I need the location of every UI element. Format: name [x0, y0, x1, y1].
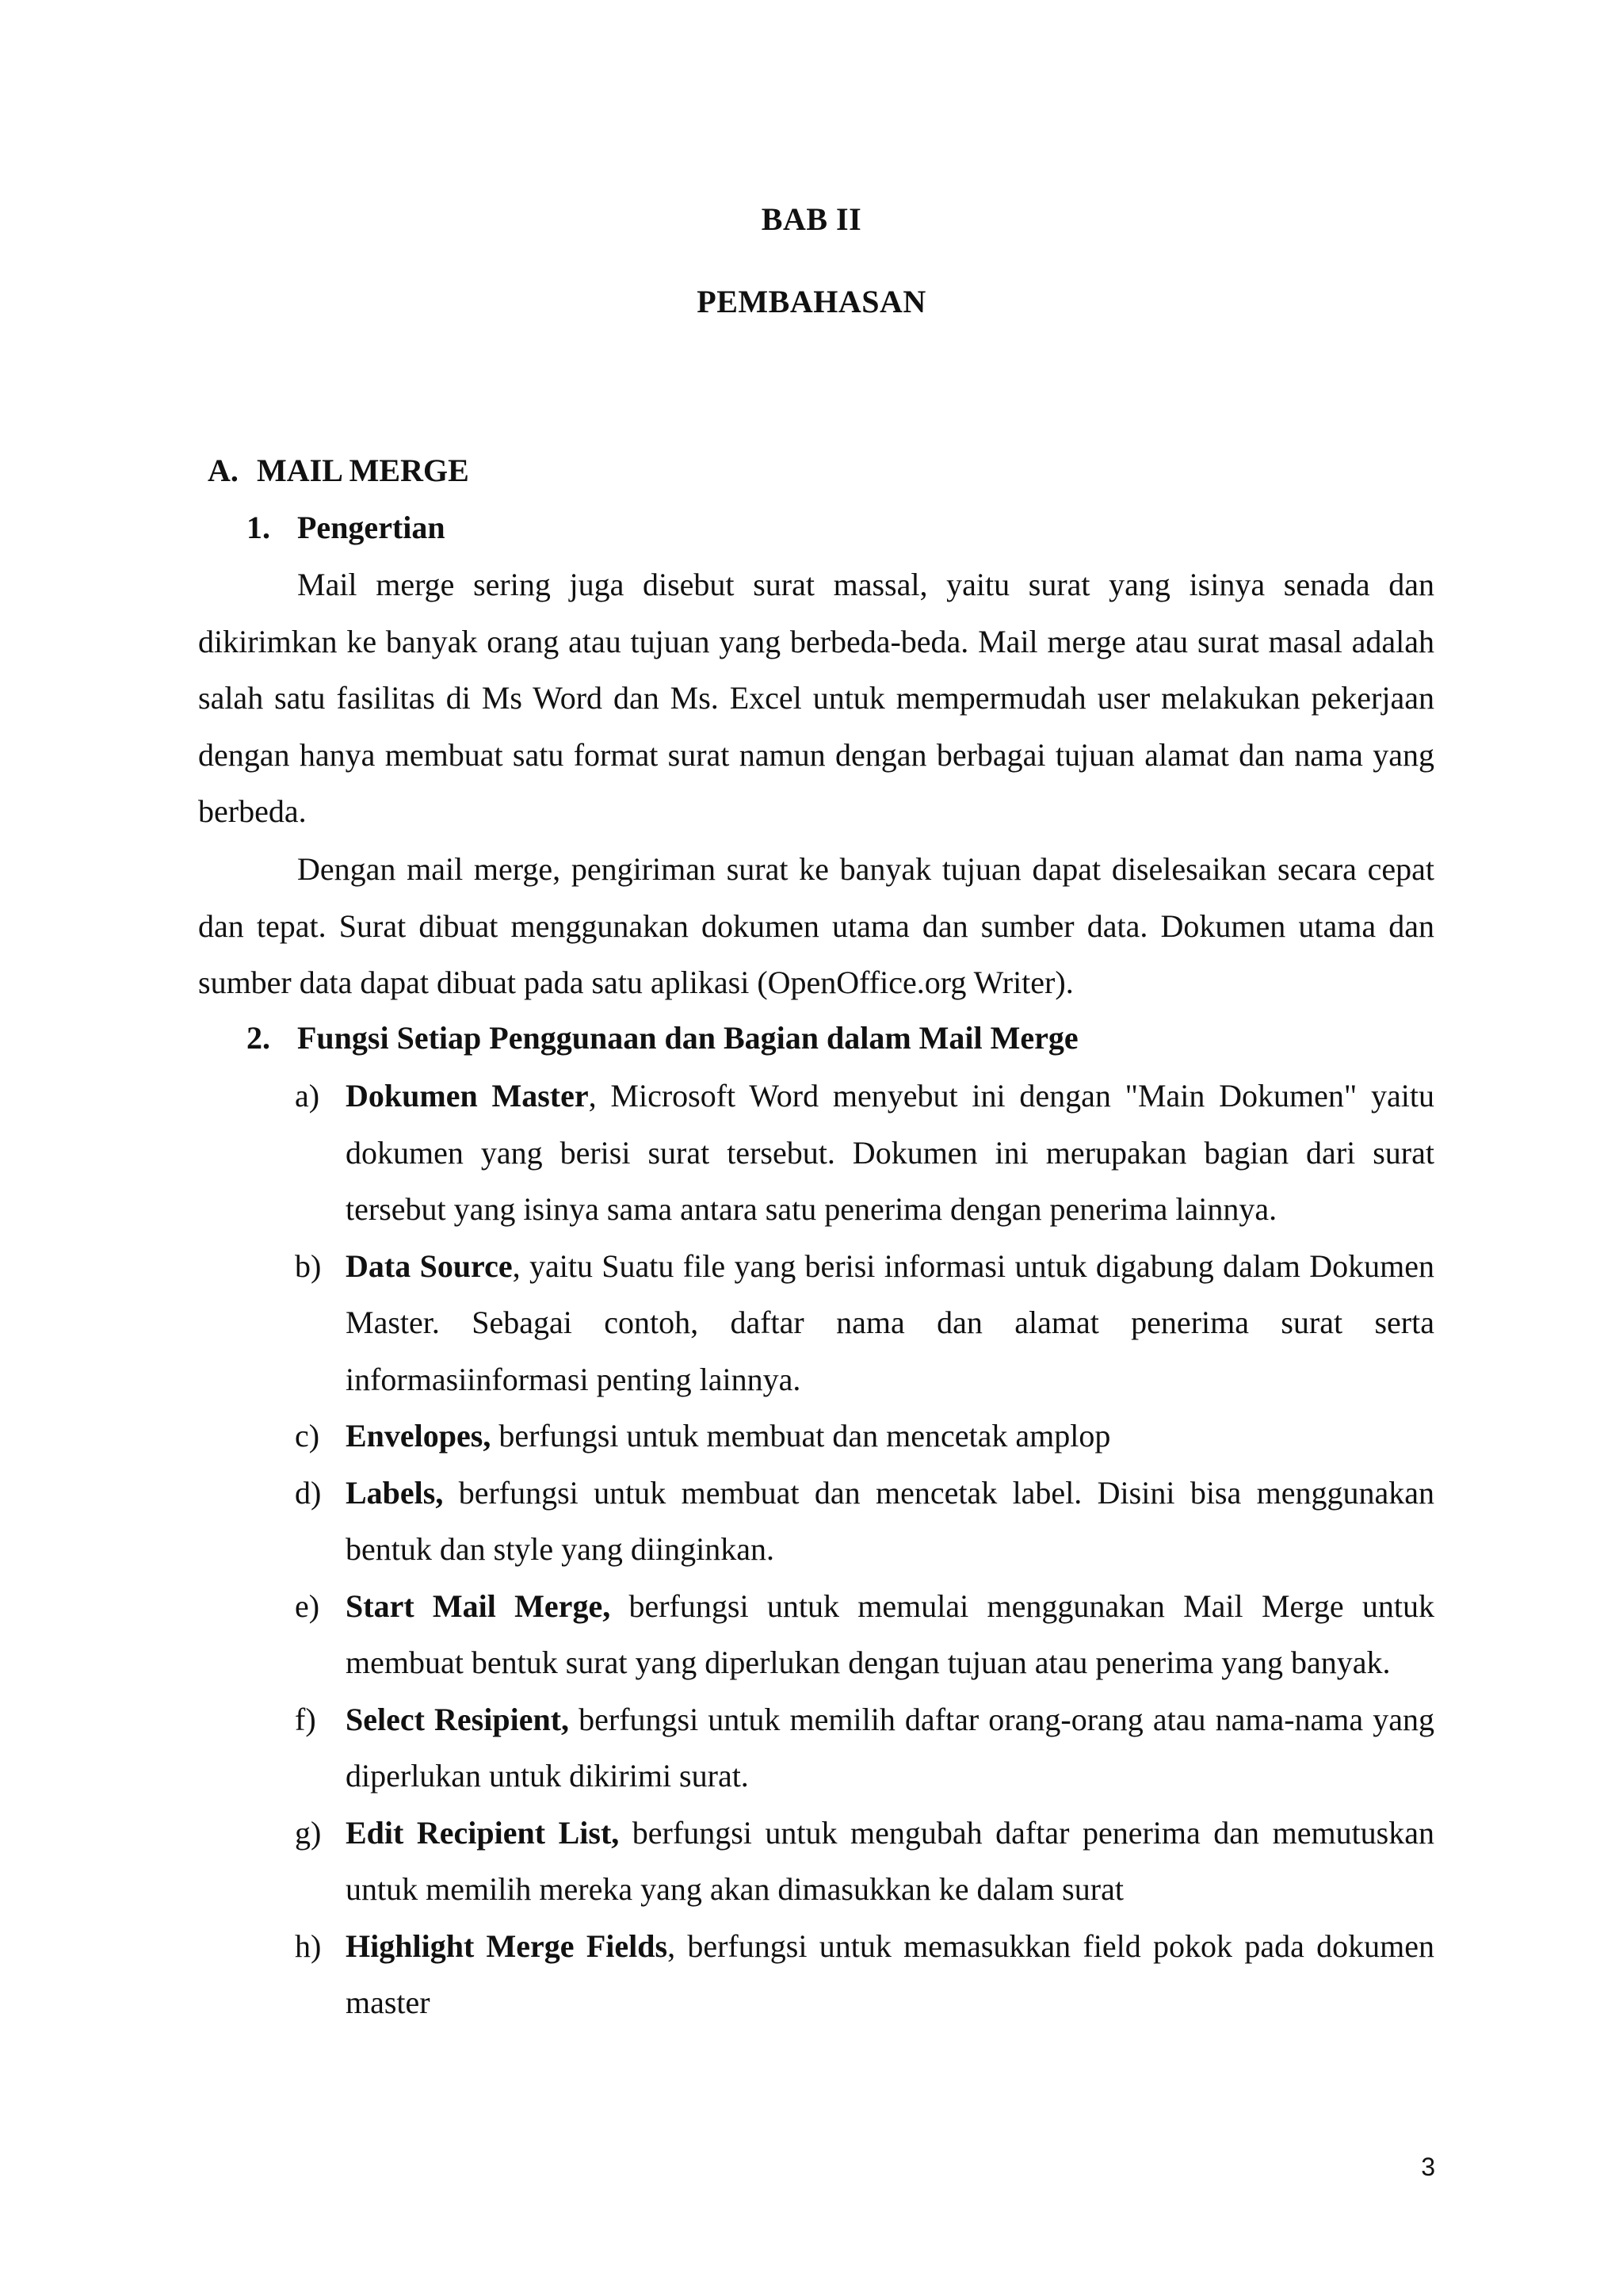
list-item-text: , Microsoft Word menyebut ini dengan "Main Dokumen" yaitu dokumen yang berisi surat tersebut. Dokumen ini merupakan bagian dari surat tersebut yang isinya sama antara satu penerima dengan penerima lainnya. [346, 1078, 1434, 1227]
list-item-letter: e) [295, 1587, 320, 1624]
section-heading [208, 452, 469, 490]
section-marker: A. [208, 453, 239, 488]
list-item-text: berfungsi untuk memulai menggunakan Mail Merge untuk membuat bentuk surat yang diperlukan dengan tujuan atau penerima yang banyak. [346, 1587, 1435, 1680]
list-item-text: , yaitu Suatu file yang berisi informasi untuk digabung dalam Dokumen Master. Sebagai contoh, daftar nama dan alamat penerima surat serta informasiinformasi penting lainnya. [346, 1247, 1434, 1397]
list-item-letter: c) [295, 1418, 320, 1454]
chapter-title: PEMBAHASAN [697, 284, 926, 319]
list-item [295, 1918, 1434, 2031]
subsection-heading-pengertian [246, 509, 445, 547]
list-item-text: , berfungsi untuk memasukkan field pokok pada dokumen master [346, 1927, 1434, 2020]
subsection-title: Pengertian [297, 510, 445, 545]
list-item-text: berfungsi untuk membuat dan mencetak amplop [491, 1418, 1111, 1454]
page-number: 3 [1421, 2153, 1435, 2181]
chapter-number: BAB II [761, 201, 862, 237]
paragraph: Dengan mail merge, pengiriman surat ke banyak tujuan dapat diselesaikan secara cepat dan tepat. Surat dibuat menggunakan dokumen utama dan sumber data. Dokumen utama dan sumber data dapat dibuat pada satu aplikasi (OpenOffice.org Writer). [198, 851, 1434, 1000]
list-item-term: Edit Recipient List, [346, 1814, 620, 1851]
list-item-text: berfungsi untuk mengubah daftar penerima dan memutuskan untuk memilih mereka yang akan dimasukkan ke dalam surat [346, 1814, 1434, 1907]
list-item-term: Labels, [346, 1474, 444, 1511]
list-item-term: Highlight Merge Fields [346, 1927, 668, 1964]
list-item [295, 1465, 1434, 1578]
list-item [295, 1805, 1434, 1918]
list-item [295, 1578, 1434, 1691]
list-item [295, 1238, 1434, 1408]
subsection-title: Fungsi Setiap Penggunaan dan Bagian dalam Mail Merge [297, 1020, 1079, 1056]
list-item [295, 1068, 1434, 1238]
list-item-term: Data Source [346, 1247, 513, 1284]
list-item-letter: d) [295, 1474, 322, 1511]
list-item [295, 1691, 1434, 1805]
list-item-text: berfungsi untuk membuat dan mencetak label. Disini bisa menggunakan bentuk dan style yang diinginkan. [346, 1474, 1434, 1567]
list-item [295, 1408, 1434, 1465]
subsection-number: 1. [246, 510, 270, 545]
subsection-heading-fungsi [246, 1019, 1079, 1057]
subsection-number: 2. [246, 1020, 270, 1056]
list-item-term: Dokumen Master [346, 1078, 589, 1114]
list-item-letter: h) [295, 1927, 322, 1964]
list-item-letter: f) [295, 1701, 316, 1737]
section-title: MAIL MERGE [257, 453, 469, 488]
list-item-term: Envelopes, [346, 1418, 491, 1454]
paragraph: Mail merge sering juga disebut surat massal, yaitu surat yang isinya senada dan dikirimkan ke banyak orang atau tujuan yang berbeda-beda. Mail merge atau surat masal adalah salah satu fasilitas di Ms Word dan Ms. Excel untuk mempermudah user melakukan pekerjaan dengan hanya membuat satu format surat namun dengan berbagai tujuan alamat dan nama yang berbeda. [198, 567, 1434, 829]
list-item-letter: g) [295, 1814, 322, 1851]
list-item-text: berfungsi untuk memilih daftar orang-orang atau nama-nama yang diperlukan untuk dikirimi surat. [346, 1701, 1434, 1794]
list-item-term: Select Resipient, [346, 1701, 570, 1737]
list-item-term: Start Mail Merge, [346, 1587, 611, 1624]
list-item-letter: b) [295, 1247, 322, 1284]
list-item-letter: a) [295, 1078, 320, 1114]
function-list [295, 1068, 1434, 2031]
